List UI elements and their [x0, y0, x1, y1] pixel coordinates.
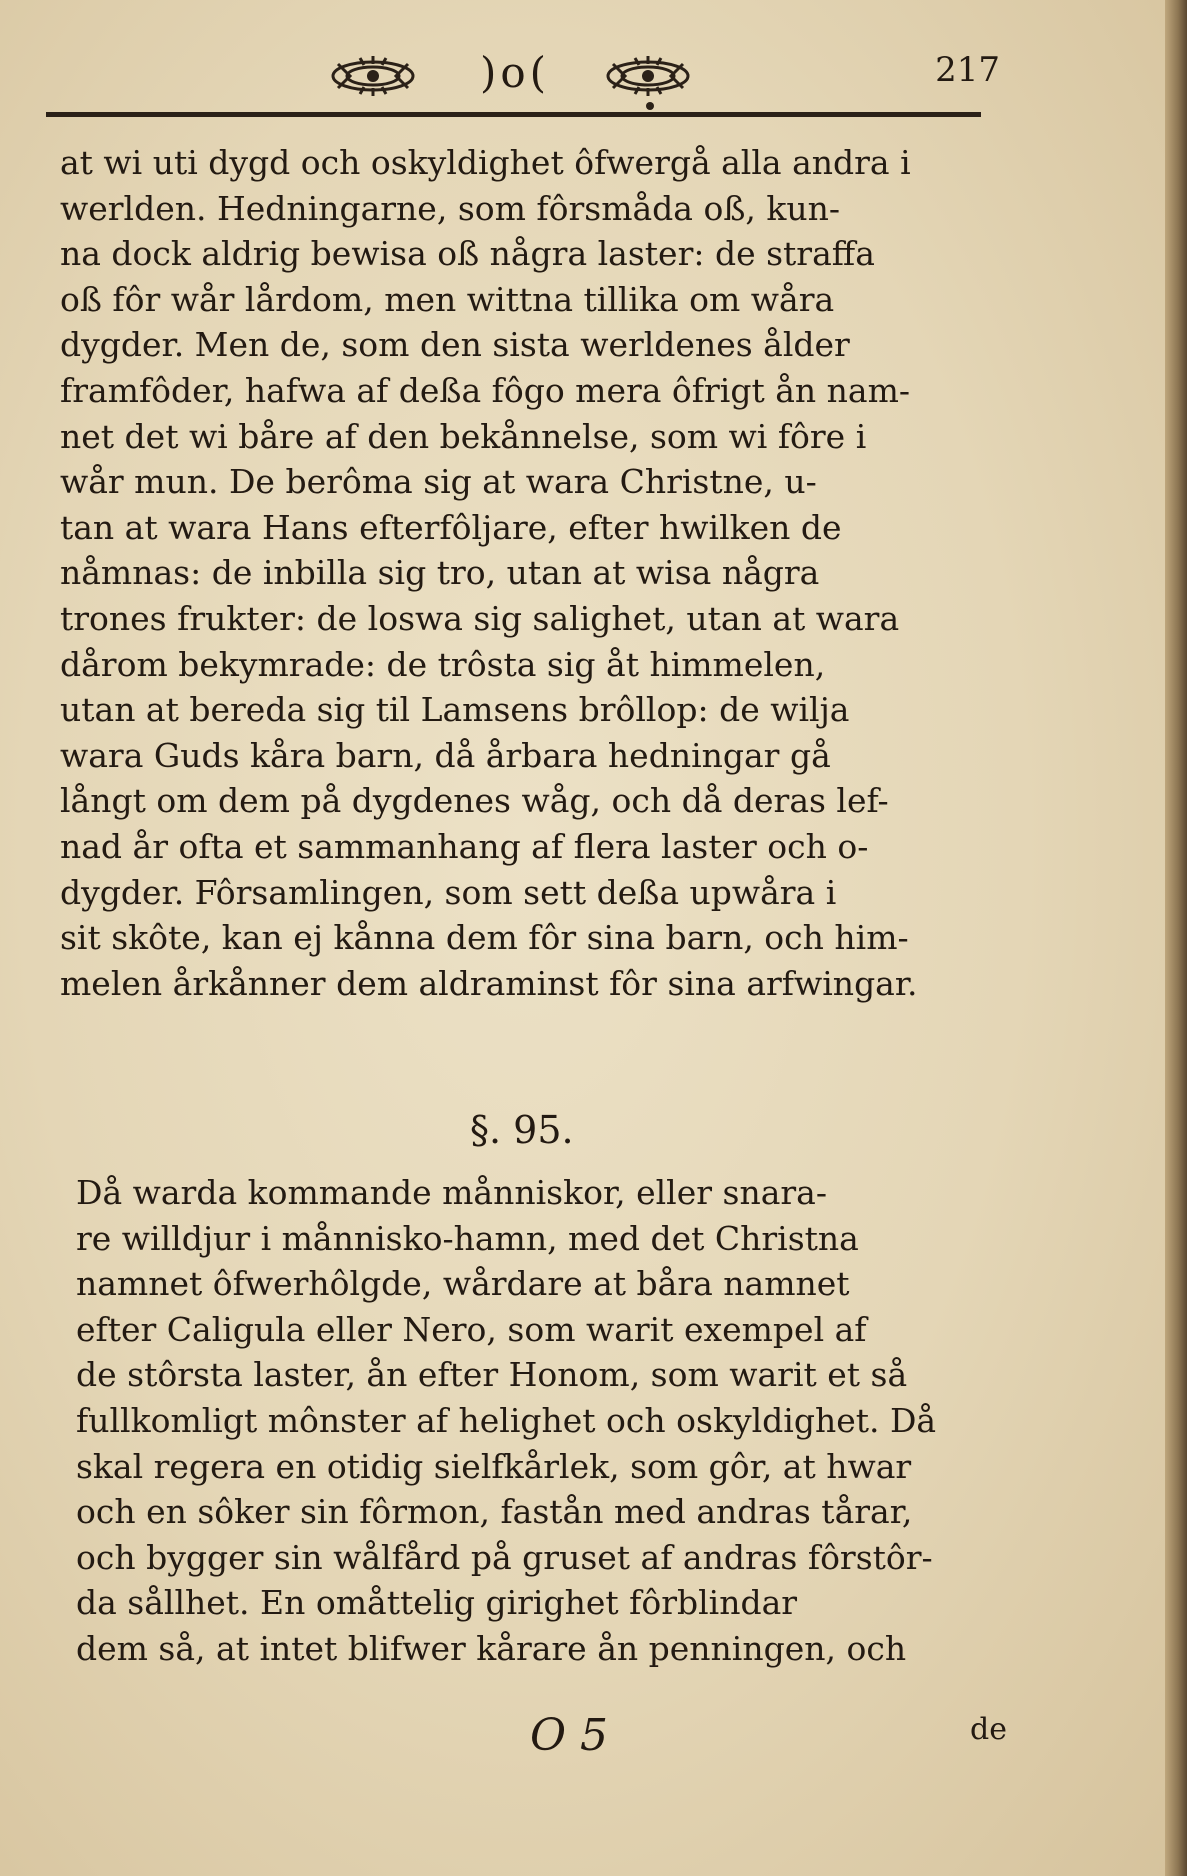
text-line: och en sôker sin fôrmon, fastån med andras tårar,: [76, 1492, 913, 1532]
text-line: tan at wara Hans efterfôljare, efter hwilken de: [60, 507, 842, 547]
text-line: fullkomligt mônster af helighet och oskyldighet. Då: [76, 1400, 937, 1440]
text-line: at wi uti dygd och oskyldighet ôfwergå alla andra i: [60, 143, 911, 182]
text-line: utan at bereda sig til Lamsens brôllop: de wilja: [60, 690, 850, 730]
paragraph-1: [60, 140, 990, 1006]
text-line: dem så, at intet blifwer kårare ån penningen, och: [76, 1628, 907, 1668]
text-line: trones frukter: de loswa sig salighet, utan at wara: [60, 598, 900, 638]
text-line: oß fôr wår lårdom, men wittna tillika om wåra: [60, 279, 835, 319]
header-rule: [46, 112, 981, 117]
text-line: långt om dem på dygdenes wåg, och då deras lef-: [60, 781, 889, 821]
text-line: dygder. Fôrsamlingen, som sett deßa upwåra i: [60, 872, 837, 912]
text-line: da sållhet. En omåttelig girighet fôrblindar: [76, 1583, 798, 1623]
fleuron-ornament-right-icon: [605, 54, 691, 98]
section-heading: §. 95.: [470, 1108, 574, 1152]
header-mark: )o(: [479, 48, 551, 97]
text-line: Då warda kommande månniskor, eller snara-: [76, 1173, 827, 1212]
catchword: de: [970, 1712, 1007, 1747]
text-line: sit skôte, kan ej kånna dem fôr sina barn, och him-: [60, 918, 909, 958]
text-line: melen årkånner dem aldraminst fôr sina arfwingar.: [60, 963, 918, 1003]
fleuron-ornament-left-icon: [330, 54, 416, 98]
text-line: skal regera en otidig sielfkårlek, som gôr, at hwar: [76, 1446, 912, 1486]
text-line: efter Caligula eller Nero, som warit exempel af: [76, 1309, 867, 1349]
text-line: werlden. Hedningarne, som fôrsmåda oß, kun-: [60, 188, 840, 228]
rule-ornament-dot: [646, 102, 654, 110]
text-line: framfôder, hafwa af deßa fôgo mera ôfrigt ån nam-: [60, 370, 911, 410]
running-header: [0, 46, 1165, 106]
text-line: de stôrsta laster, ån efter Honom, som warit et så: [76, 1355, 908, 1395]
text-line: wår mun. De berôma sig at wara Christne, u-: [60, 462, 817, 502]
text-line: wara Guds kåra barn, då årbara hedningar gå: [60, 735, 831, 775]
text-line: namnet ôfwerhôlgde, wårdare at båra namnet: [76, 1264, 850, 1304]
text-line: nad år ofta et sammanhang af flera laster och o-: [60, 826, 869, 866]
page-edge: [1165, 0, 1187, 1876]
signature-mark: O 5: [530, 1710, 609, 1761]
page-number: 217: [935, 50, 1000, 90]
paragraph-2: [76, 1170, 1006, 1672]
text-line: net det wi båre af den bekånnelse, som wi fôre i: [60, 416, 867, 456]
text-line: nåmnas: de inbilla sig tro, utan at wisa några: [60, 553, 820, 593]
text-line: dygder. Men de, som den sista werldenes ålder: [60, 325, 850, 365]
text-line: na dock aldrig bewisa oß några laster: de straffa: [60, 234, 875, 274]
text-line: dårom bekymrade: de trôsta sig åt himmelen,: [60, 644, 826, 684]
text-line: re willdjur i månnisko-hamn, med det Christna: [76, 1218, 859, 1258]
text-line: och bygger sin wålfård på gruset af andras fôrstôr-: [76, 1537, 933, 1577]
